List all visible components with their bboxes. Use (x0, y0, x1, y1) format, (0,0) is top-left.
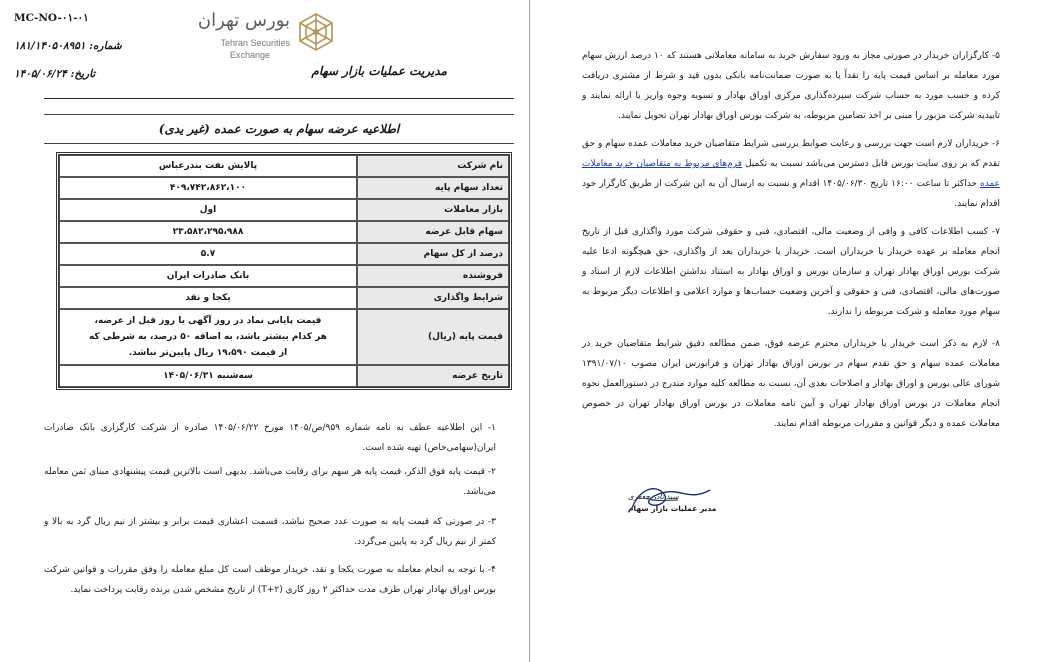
paragraph-6-text-start: ۶- خریداران لازم است جهت بررسی و رعایت ضوابط بررسی شرایط متقاضیان خرید معاملات عمده سهام و حق تقدم که بر روی سایت بورس قابل دسترس می‌باشد نسبت به تکمیل (582, 139, 1000, 169)
base-price-line: هر کدام بیشتر باشد، به اضافه ۵۰ درصد، به شرطی که (88, 332, 328, 342)
announcement-title: اطلاعیه عرضه سهام به صورت عمده (غیر یدی) (44, 114, 514, 144)
table-row (59, 265, 509, 287)
base-price-line: از قیمت ۱۹،۵۹۰ ریال پایین‌تر نباشد. (128, 348, 288, 358)
paragraph-1: ۱- این اطلاعیه عطف به نامه شماره ۹۵۹/ص/۱۴۰۵ مورخ ۱۴۰۵/۰۶/۲۲ صادره از شرکت کارگزاری بانک صادرات ایران(سهامی‌خاص) تهیه شده است. (44, 423, 496, 453)
table-row (59, 221, 509, 243)
table-row (59, 365, 509, 387)
paragraph-5: ۵- کارگزاران خریدار در صورتی مجاز به ورود سفارش خرید به سامانه معاملاتی هستند که ۱۰ درصد ارزش سهام مورد معامله بر اساس قیمت پایه را نقداً یا به صورت ضمانت‌نامه بانکی بدون قید و شرط از مشتری دریافت کرده و حسب مورد به حساب شرکت سپرده‌گذاری مرکزی اوراق بهادار و تسویه وجوه واریز یا ارائه نمایند و تاییدیه شرکت مزبور را مبنی بر اخذ تضامین مربوطه، به شرکت بورس اوراق بهادار تهران تحویل نمایند. (582, 51, 1000, 121)
document-number-label: شماره: (89, 40, 122, 52)
row-label: درصد از کل سهام (357, 243, 509, 265)
base-price-line: قیمت پایانی نماد در روز آگهی یا روز قبل از عرضه، (94, 316, 322, 326)
document-date-label: تاریخ: (70, 68, 96, 80)
paragraph-8: ۸- لازم به ذکر است خریدار یا خریداران محترم عرضه فوق، ضمن مطالعه دقیق شرایط متقاضیان خرید در معاملات عمده سهام و حق تقدم سهام در بورس اوراق بهادار تهران و فرابورس ایران مصوب ۱۳۹۱/۰۷/۱۰ شورای عالی بورس و اوراق بهادار و اصلاحات بعدی آن، نسبت به مطالعه کلیه موارد مندرج در دستورالعمل نحوه انجام معاملات در بورس اوراق بهادار تهران و آیین نامه معاملات در بورس اوراق بهادار تهران در خصوص معاملات عمده و دیگر قوانین و مقررات مربوطه اقدام نمایند. (582, 339, 1000, 429)
purchase-forms-link[interactable]: فرم‌های مربوط به متقاضیان خرید معاملات عمده (582, 159, 1000, 189)
row-value (59, 309, 357, 365)
header-divider (44, 98, 514, 99)
tse-logo (196, 10, 336, 68)
logo-persian-text: بورس تهران (197, 10, 290, 31)
paragraph-6-text-end: حداکثر تا ساعت ۱۶:۰۰ تاریخ ۱۴۰۵/۰۶/۳۰ اقدام و نسبت به ارسال آن به این شرکت از طریق کارگزار خود اقدام نمایند. (582, 179, 1000, 209)
right-page (530, 0, 1060, 662)
row-value: ۴۰۹،۷۴۲،۸۶۲،۱۰۰ (59, 177, 357, 199)
table-row (59, 155, 509, 177)
row-value: سه‌شنبه ۱۴۰۵/۰۶/۳۱ (59, 365, 357, 387)
signatory-name: سید نادر جعفری (628, 492, 679, 501)
row-label: شرایط واگذاری (357, 287, 509, 309)
row-value: اول (59, 199, 357, 221)
row-value: ۵.۷ (59, 243, 357, 265)
document-number-value: ۱۸۱/۱۴۰۵۰۸۹۵۱ (14, 40, 86, 52)
paragraph-6 (582, 134, 1000, 214)
table-row (59, 177, 509, 199)
paragraph-7: ۷- کسب اطلاعات کافی و وافی از وضعیت مالی، اقتصادی، فنی و حقوقی شرکت مورد واگذاری قبل از تاریخ انجام معامله بر عهده خریدار یا خریداران است. خریدار یا خریداران بعد از واگذاری، حق هیچگونه ادعا علیه شرکت بورس اوراق بهادار تهران و سازمان بورس و اوراق بهادار به استناد نداشتن اطلاعات لازم از اسناد و صورت‌های مالی، اقتصادی، فنی و حقوقی و آخرین وضعیت حساب‌ها و موارد اعلامی و اطلاعات دیگر مربوط به سهام مورد معامله و شرکت مربوطه را ندارند. (582, 227, 1000, 317)
row-value: ۲۳،۵۸۲،۲۹۵،۹۸۸ (59, 221, 357, 243)
row-label: تعداد سهام پایه (357, 177, 509, 199)
logo-english-line-1: Tehran Securities (220, 38, 290, 48)
department-name: مدیریت عملیات بازار سهام (311, 64, 447, 78)
row-label: سهام قابل عرضه (357, 221, 509, 243)
row-label: نام شرکت (357, 155, 509, 177)
tse-emblem-icon (296, 12, 336, 52)
paragraph-4: ۴- با توجه به انجام معامله به صورت یکجا و نقد، خریدار موظف است کل مبلغ معامله را وفق مقررات و قوانین شرکت بورس اوراق بهادار تهران ظرف مدت حداکثر ۲ روز کاری (T+۲) از تاریخ مشخص شدن برنده رقابت پرداخت نماید. (44, 565, 496, 595)
paragraph-2: ۲- قیمت پایه فوق الذکر، قیمت پایه هر سهم برای رقابت می‌باشد. بدیهی است بالاترین قیمت پیشنهادی مبنای ثمن معامله می‌باشد. (44, 467, 496, 497)
table-row (59, 309, 509, 365)
row-label: فروشنده (357, 265, 509, 287)
row-label: بازار معاملات (357, 199, 509, 221)
offering-details-table (56, 152, 512, 390)
document-date (14, 68, 95, 80)
document-number (14, 40, 122, 52)
table-row (59, 243, 509, 265)
table-row (59, 287, 509, 309)
logo-english-line-2: Exchange (229, 50, 270, 60)
paragraph-3: ۳- در صورتی که قیمت پایه به صورت عدد صحیح نباشد، قسمت اعشاری قیمت برابر و بیشتر از نیم ریال گرد به بالا و کمتر از نیم ریال گرد به پایین می‌گردد. (44, 517, 496, 547)
row-label: تاریخ عرضه (357, 365, 509, 387)
row-value: بانک صادرات ایران (59, 265, 357, 287)
row-label: قیمت پایه (ریال) (357, 309, 509, 365)
row-value: یکجا و نقد (59, 287, 357, 309)
document-code: MC-NO-۰۱-۰۱ (14, 12, 89, 24)
table-row (59, 199, 509, 221)
signatory-title: مدیر عملیات بازار سهام (628, 504, 717, 513)
document-date-value: ۱۴۰۵/۰۶/۲۴ (14, 68, 67, 80)
row-value: پالایش نفت بندرعباس (59, 155, 357, 177)
